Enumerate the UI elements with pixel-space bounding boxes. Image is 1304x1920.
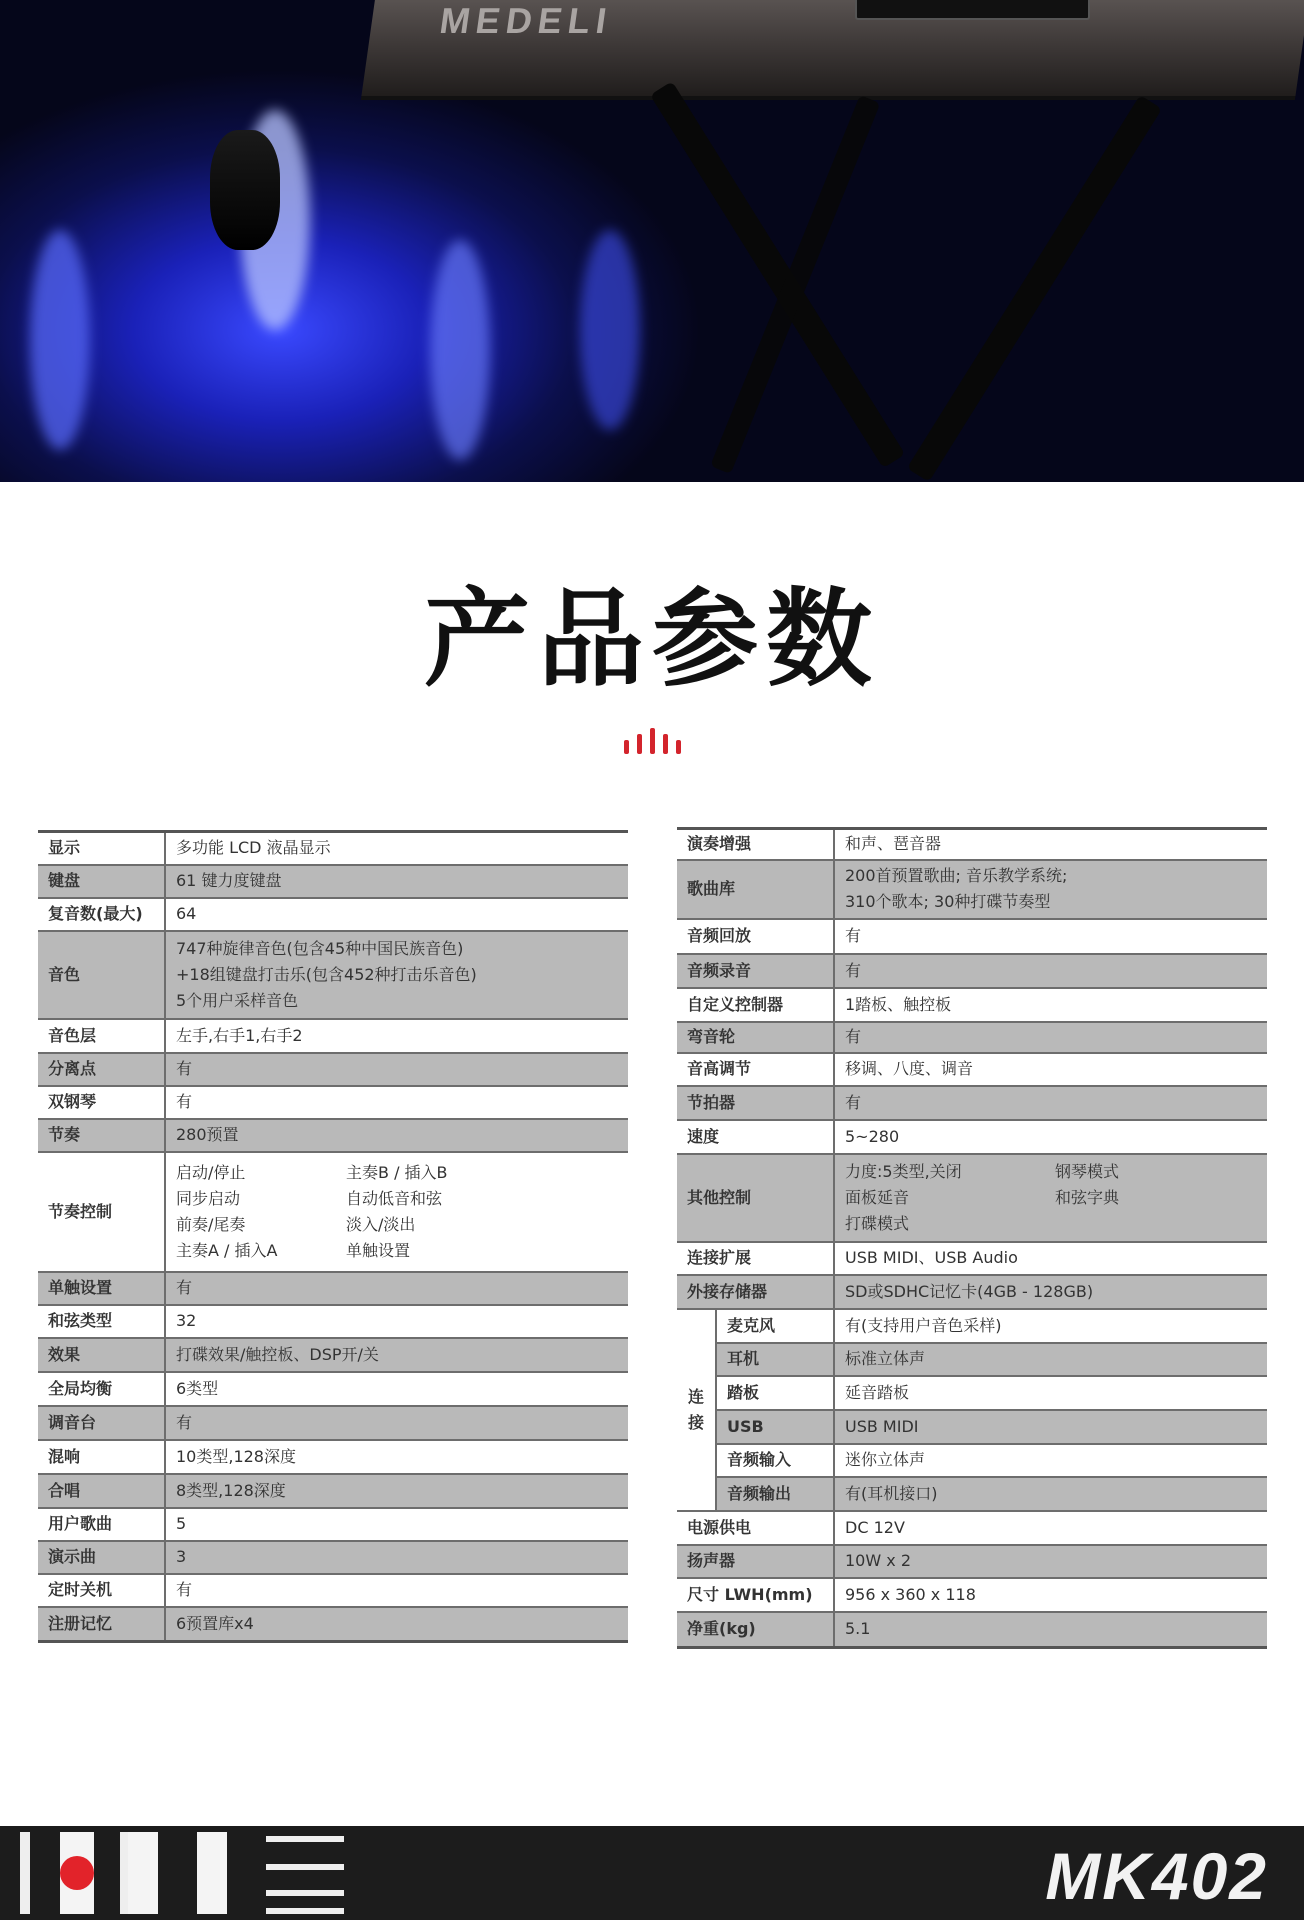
spec-label: 音频输出 — [716, 1477, 834, 1511]
table-row — [38, 1406, 628, 1440]
spec-line: 310个歌本; 30种打碟节奏型 — [845, 892, 1051, 911]
spec-label: 外接存储器 — [677, 1275, 834, 1309]
spec-label: 其他控制 — [677, 1154, 834, 1242]
spec-label: 键盘 — [38, 865, 165, 898]
model-name: MK402 — [1045, 1839, 1268, 1913]
spec-label: 麦克风 — [716, 1309, 834, 1343]
table-row — [38, 1607, 628, 1642]
table-row — [677, 1545, 1267, 1578]
table-row — [677, 1242, 1267, 1275]
table-row — [38, 1086, 628, 1119]
spec-value: 6类型 — [176, 1378, 219, 1398]
spec-label: 踏板 — [716, 1376, 834, 1410]
spec-label: 合唱 — [38, 1474, 165, 1508]
table-row — [677, 1086, 1267, 1120]
spec-label: 音色层 — [38, 1019, 165, 1053]
spec-item: 自动低音和弦 — [346, 1188, 443, 1208]
spec-label: 全局均衡 — [38, 1372, 165, 1406]
table-row — [677, 1022, 1267, 1053]
spec-value: 标准立体声 — [845, 1349, 926, 1368]
table-row — [38, 1053, 628, 1086]
spec-item: 单触设置 — [346, 1240, 411, 1260]
spec-value: 有 — [845, 1027, 862, 1046]
spec-label: 歌曲库 — [677, 860, 834, 919]
spec-value — [834, 860, 1267, 919]
spec-value: 有 — [176, 1412, 193, 1432]
table-row — [38, 1474, 628, 1508]
spec-table-right — [677, 827, 1267, 1649]
spec-label: 音频录音 — [677, 954, 834, 988]
table-row — [677, 1511, 1267, 1545]
table-row — [677, 1477, 1267, 1511]
spec-table-left — [38, 830, 628, 1643]
spec-line: +18组键盘打击乐(包含452种打击乐音色) — [176, 964, 477, 984]
spec-label: 净重(kg) — [677, 1612, 834, 1648]
spec-label: 混响 — [38, 1440, 165, 1474]
spec-label: 单触设置 — [38, 1272, 165, 1305]
spec-value: 3 — [176, 1547, 187, 1566]
hero-banner — [0, 0, 1304, 482]
table-row — [677, 1275, 1267, 1309]
spec-item: 同步启动 — [176, 1188, 241, 1208]
spec-label: 调音台 — [38, 1406, 165, 1440]
table-row — [38, 1574, 628, 1607]
spec-value — [834, 1154, 1267, 1242]
spec-label: 音色 — [38, 931, 165, 1019]
spec-item: 钢琴模式 — [1055, 1161, 1120, 1181]
table-row — [677, 1410, 1267, 1444]
table-row — [677, 988, 1267, 1022]
divider-icon — [624, 728, 694, 754]
spec-item: 主奏A / 插入A — [176, 1240, 278, 1260]
spec-label: 用户歌曲 — [38, 1508, 165, 1541]
spec-value: 有 — [176, 1092, 193, 1111]
spec-line: 747种旋律音色(包含45种中国民族音色) — [176, 938, 464, 958]
table-row — [38, 1119, 628, 1152]
spec-label: 弯音轮 — [677, 1022, 834, 1053]
table-row — [38, 1152, 628, 1272]
spec-value: USB MIDI — [845, 1416, 919, 1436]
spec-label: 扬声器 — [677, 1545, 834, 1578]
spec-value: 8类型,128深度 — [176, 1480, 286, 1500]
page-title: 产品参数 — [424, 578, 880, 701]
table-row — [677, 1612, 1267, 1648]
table-row — [38, 1305, 628, 1338]
spec-value: 有 — [176, 1580, 193, 1599]
spec-value: 有 — [176, 1278, 193, 1297]
spec-label: 耳机 — [716, 1343, 834, 1376]
table-row — [677, 860, 1267, 919]
spec-value: DC 12V — [845, 1517, 905, 1537]
spec-label: 和弦类型 — [38, 1305, 165, 1338]
spec-item: 前奏/尾奏 — [176, 1214, 246, 1234]
spec-label: 尺寸 LWH(mm) — [677, 1578, 834, 1612]
table-row — [677, 919, 1267, 954]
table-row — [677, 1120, 1267, 1154]
spec-label: 定时关机 — [38, 1574, 165, 1607]
spec-value: 移调、八度、调音 — [845, 1059, 974, 1078]
table-row — [38, 1440, 628, 1474]
spec-value: 10W x 2 — [845, 1551, 911, 1570]
spec-value: 多功能 LCD 液晶显示 — [176, 838, 331, 858]
spec-item: 淡入/淡出 — [346, 1214, 416, 1234]
table-row — [38, 832, 628, 865]
spec-label: 电源供电 — [677, 1511, 834, 1545]
spec-value: 64 — [176, 904, 197, 923]
spec-value: 6预置库x4 — [176, 1613, 254, 1633]
spec-label: 自定义控制器 — [677, 988, 834, 1022]
spec-label: 显示 — [38, 832, 165, 865]
table-row — [38, 931, 628, 1019]
spec-value: 5~280 — [845, 1126, 900, 1146]
spec-item: 力度:5类型,关闭 — [845, 1161, 962, 1181]
table-row — [38, 1338, 628, 1372]
spec-value: 956 x 360 x 118 — [845, 1584, 976, 1604]
connect-label: 连接 — [677, 1309, 716, 1511]
table-row — [38, 1541, 628, 1574]
spec-value: 32 — [176, 1311, 197, 1330]
keyboard-screen — [855, 0, 1090, 20]
spec-value: 5 — [176, 1514, 187, 1533]
spec-label: 速度 — [677, 1120, 834, 1154]
spec-value: 有 — [845, 926, 862, 945]
spec-value: 5.1 — [845, 1619, 871, 1639]
table-row — [677, 1343, 1267, 1376]
table-row — [677, 1578, 1267, 1612]
table-row — [677, 1444, 1267, 1477]
spec-label: 演示曲 — [38, 1541, 165, 1574]
footer-bar — [0, 1826, 1304, 1920]
spec-value: 打碟效果/触控板、DSP开/关 — [176, 1344, 379, 1364]
spec-item: 面板延音 — [845, 1187, 910, 1207]
spec-value: 10类型,128深度 — [176, 1446, 296, 1466]
spec-value: 迷你立体声 — [845, 1450, 926, 1469]
spec-item: 打碟模式 — [845, 1213, 910, 1233]
spec-label: 节奏控制 — [38, 1152, 165, 1272]
spec-label: 复音数(最大) — [38, 898, 165, 931]
spec-value — [165, 1152, 628, 1272]
spec-label: 节拍器 — [677, 1086, 834, 1120]
spec-value: 左手,右手1,右手2 — [176, 1025, 303, 1045]
spec-value: 280预置 — [176, 1125, 239, 1144]
spec-value: 有(支持用户音色采样) — [845, 1315, 1002, 1335]
spec-value: 有 — [176, 1059, 193, 1078]
spec-label: 音频输入 — [716, 1444, 834, 1477]
table-row — [677, 1309, 1267, 1343]
table-row — [38, 1019, 628, 1053]
spec-label: 演奏增强 — [677, 829, 834, 860]
spec-value: 有(耳机接口) — [845, 1483, 938, 1503]
spec-label: 分离点 — [38, 1053, 165, 1086]
table-row — [38, 865, 628, 898]
spec-item: 和弦字典 — [1055, 1187, 1120, 1207]
spec-label: 双钢琴 — [38, 1086, 165, 1119]
table-row — [677, 1376, 1267, 1410]
spec-label: 节奏 — [38, 1119, 165, 1152]
brand-logo: MEDELI — [437, 0, 615, 41]
spec-value: 61 键力度键盘 — [176, 871, 282, 890]
spec-value: SD或SDHC记忆卡(4GB - 128GB) — [845, 1281, 1094, 1301]
table-row — [677, 829, 1267, 860]
table-row — [38, 1272, 628, 1305]
table-row — [38, 1372, 628, 1406]
red-dot-icon — [60, 1856, 94, 1890]
table-row — [677, 1053, 1267, 1086]
spec-label: 音频回放 — [677, 919, 834, 954]
spec-item: 主奏B / 插入B — [346, 1162, 448, 1182]
spec-value: USB MIDI、USB Audio — [845, 1248, 1018, 1267]
table-row — [38, 898, 628, 931]
table-row — [677, 1154, 1267, 1242]
spec-value: 延音踏板 — [845, 1382, 910, 1402]
table-row — [38, 1508, 628, 1541]
spec-label: 注册记忆 — [38, 1607, 165, 1642]
spec-label: 效果 — [38, 1338, 165, 1372]
table-row — [677, 954, 1267, 988]
spec-value: 有 — [845, 960, 862, 980]
spec-value — [165, 931, 628, 1019]
spec-label: 音高调节 — [677, 1053, 834, 1086]
spec-value: 有 — [845, 1092, 862, 1112]
spec-label: 连接扩展 — [677, 1242, 834, 1275]
spec-item: 启动/停止 — [176, 1162, 246, 1182]
spec-line: 5个用户采样音色 — [176, 990, 299, 1010]
spec-line: 200首预置歌曲; 音乐教学系统; — [845, 866, 1068, 885]
spec-value: 和声、琶音器 — [845, 834, 942, 854]
spec-label: USB — [716, 1410, 834, 1444]
spec-value: 1踏板、触控板 — [845, 994, 952, 1014]
